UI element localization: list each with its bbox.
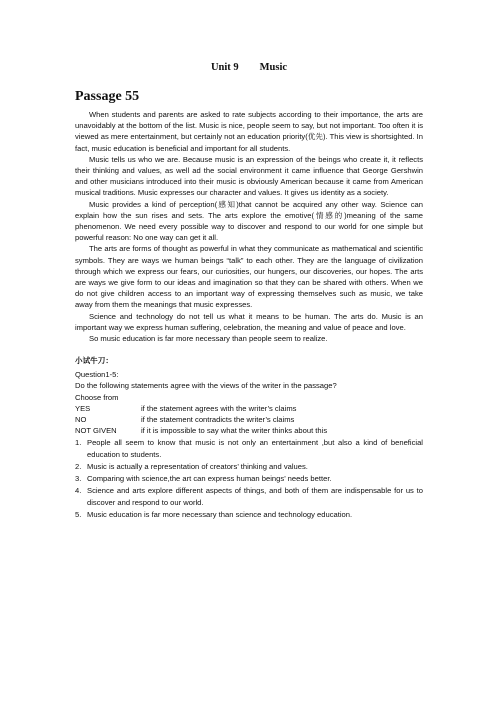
answer-option — [75, 414, 423, 425]
question-item — [75, 473, 423, 484]
question-item — [75, 485, 423, 507]
option-description: if the statement contradicts the writer’s claims — [141, 415, 295, 425]
unit-title: Unit 9 Music — [210, 62, 288, 73]
answer-option — [75, 425, 423, 436]
option-description: if the statement agrees with the writer’s claims — [141, 403, 297, 413]
option-key: NO — [75, 415, 87, 425]
exercise-heading: 小试牛刀： — [75, 356, 113, 366]
choose-from-label: Choose from — [75, 392, 119, 402]
document-page — [75, 62, 423, 520]
answer-option — [75, 403, 423, 414]
question-text: Comparing with science,the art can express human beings’ needs better. — [87, 474, 332, 484]
question-text: Music education is far more necessary than science and technology education. — [87, 509, 353, 519]
question-range: Question1-5: — [75, 370, 119, 380]
passage-paragraph: The arts are forms of thought as powerful in what they communicate as mathematical and scientific symbols. They are ways we human beings “talk” to each other. They are the language of civilization through which we express our fears, our curiosities, our hungers, our discoveries, our hopes. The arts are ways we give form to our ideas and imagination so that they can be shared with others. When we do not give children access to an important way of expressing themselves such as music, we take away from them the meanings that music expresses. — [75, 244, 423, 310]
question-number: 4. — [75, 486, 82, 496]
question-number: 1. — [75, 438, 82, 448]
option-description: if it is impossible to say what the writer thinks about this — [141, 426, 328, 436]
question-number: 2. — [75, 461, 82, 471]
question-number: 3. — [75, 474, 82, 484]
question-item — [75, 437, 423, 459]
passage-paragraph: Science and technology do not tell us what it means to be human. The arts do. Music is an important way we express human suffering, celebration, the meaning and value of peace and love. — [75, 311, 423, 332]
option-key: NOT GIVEN — [75, 426, 117, 436]
instruction-text: Do the following statements agree with the views of the writer in the passage? — [75, 381, 337, 391]
question-item — [75, 509, 423, 520]
passage-paragraph: When students and parents are asked to rate subjects according to their importance, the arts are unavoidably at the bottom of the list. Music is nice, people seem to say, but not important. Too often it is viewed as mere entertainment, but certainly not an education priority(优先). This view is shortsighted. In fact, music education is beneficial and important for all students. — [75, 110, 423, 153]
passage-paragraph: Music tells us who we are. Because music is an expression of the beings who create it, it reflects their thinking and values, as well ad the social environment it came influence that George Gershwin and other musicians introduced into their music is obviously American because it came from American musical traditions. Music expresses our character and values. It gives us identity as a society. — [75, 154, 423, 198]
passage-title: Passage 55 — [75, 89, 140, 104]
question-text: People all seem to know that music is not only an entertainment ,but also a kind of beneficial education to students. — [87, 438, 423, 459]
passage-paragraph: Music provides a kind of perception(感知)that cannot be acquired any other way. Science can explain how the sun rises and sets. The arts explore the emotive(情感的)meaning of the same phenomenon. We need every possible way to discover and respond to our world for one simple but powerful reason: No one way can get it all. — [75, 199, 423, 243]
question-item — [75, 461, 423, 472]
question-text: Music is actually a representation of creators’ thinking and values. — [87, 461, 308, 471]
question-text: Science and arts explore different aspects of things, and both of them are indispensable for us to discover and respond to our world. — [87, 486, 423, 507]
question-number: 5. — [75, 509, 82, 519]
passage-paragraph: So music education is far more necessary than people seem to realize. — [89, 334, 328, 344]
option-key: YES — [75, 403, 91, 413]
